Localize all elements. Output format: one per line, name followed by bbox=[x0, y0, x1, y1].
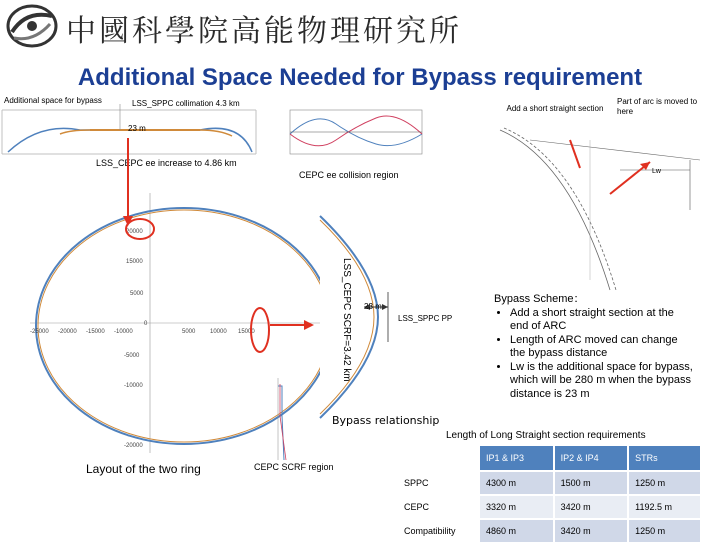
scrf-zoom-plot bbox=[258, 376, 318, 462]
label-layout-two-ring: Layout of the two ring bbox=[86, 462, 201, 476]
page-title: Additional Space Needed for Bypass requirement bbox=[77, 64, 643, 91]
bypass-scheme bbox=[494, 293, 694, 401]
table-cell: 3320 m bbox=[480, 496, 553, 518]
y-tick: 0 bbox=[144, 321, 148, 327]
y-tick: -5000 bbox=[124, 353, 140, 359]
x-tick: -10000 bbox=[114, 329, 133, 335]
table-cell: 1250 m bbox=[629, 520, 700, 542]
table-header-cell: STRs bbox=[629, 446, 700, 470]
table-cell: Compatibility bbox=[398, 520, 478, 542]
x-tick: -25000 bbox=[30, 329, 49, 335]
requirements-table bbox=[396, 444, 702, 544]
bypass-scheme-heading: Bypass Scheme： bbox=[494, 293, 585, 305]
label-part-of-arc: Part of arc is moved to here bbox=[617, 97, 698, 116]
label-23m-top: 23 m bbox=[128, 124, 146, 133]
label-cepc-scrf-region: CEPC SCRF region bbox=[254, 462, 334, 472]
bypass-scheme-item: • Lw is the additional space for bypass, which will be 280 m when the bypass distance is 23 m bbox=[510, 361, 694, 402]
bypass-scheme-item: • Length of ARC moved can change the bypass distance bbox=[510, 334, 694, 361]
table-header-cell bbox=[398, 446, 478, 470]
label-lss-cepc-ee: LSS_CEPC ee increase to 4.86 km bbox=[96, 158, 237, 168]
table-cell: 4300 m bbox=[480, 472, 553, 494]
label-lss-cepc-scrf: LSS_CEPC SCRF=3.42 km bbox=[341, 258, 352, 382]
x-tick: 15000 bbox=[238, 329, 255, 335]
institute-name: 中國科學院高能物理研究所 bbox=[66, 14, 462, 49]
label-add-short-straight: Add a short straight section bbox=[506, 104, 604, 113]
label-bypass-relationship: Bypass relationship bbox=[332, 414, 440, 427]
y-tick: 20000 bbox=[126, 229, 143, 235]
x-tick: -15000 bbox=[86, 329, 105, 335]
label-additional-space: Additional space for bypass bbox=[4, 96, 102, 105]
y-tick: -20000 bbox=[124, 443, 143, 449]
table-cell: 3420 m bbox=[555, 496, 628, 518]
table-row bbox=[398, 520, 700, 542]
x-tick: -20000 bbox=[58, 329, 77, 335]
table-cell: SPPC bbox=[398, 472, 478, 494]
table-row bbox=[398, 496, 700, 518]
table-row bbox=[398, 472, 700, 494]
table-cell: CEPC bbox=[398, 496, 478, 518]
scrf-region-plot bbox=[318, 212, 398, 422]
table-header-cell: IP1 & IP3 bbox=[480, 446, 553, 470]
table-cell: 1500 m bbox=[555, 472, 628, 494]
table-cell: 3420 m bbox=[555, 520, 628, 542]
label-lss-sppc-collimation: LSS_SPPC collimation 4.3 km bbox=[132, 99, 240, 108]
x-tick: 10000 bbox=[210, 329, 227, 335]
table-caption: Length of Long Straight section requirements bbox=[446, 430, 646, 441]
y-tick: 15000 bbox=[126, 259, 143, 265]
y-tick: 5000 bbox=[130, 291, 144, 297]
bypass-scheme-item: • Add a short straight section at the end of ARC bbox=[510, 307, 694, 334]
label-23m-mid: 23 m bbox=[364, 302, 382, 311]
table-cell: 4860 m bbox=[480, 520, 553, 542]
label-cepc-ee-collision: CEPC ee collision region bbox=[299, 170, 399, 180]
label-lw: Lw bbox=[652, 168, 661, 175]
table-header-cell: IP2 & IP4 bbox=[555, 446, 628, 470]
y-tick: -10000 bbox=[124, 383, 143, 389]
bypass-scheme-list bbox=[494, 307, 694, 402]
table-cell: 1192.5 m bbox=[629, 496, 700, 518]
label-lss-sppc-pp: LSS_SPPC PP bbox=[398, 314, 453, 323]
table-header-row bbox=[398, 446, 700, 470]
table-cell: 1250 m bbox=[629, 472, 700, 494]
x-tick: 5000 bbox=[182, 329, 196, 335]
